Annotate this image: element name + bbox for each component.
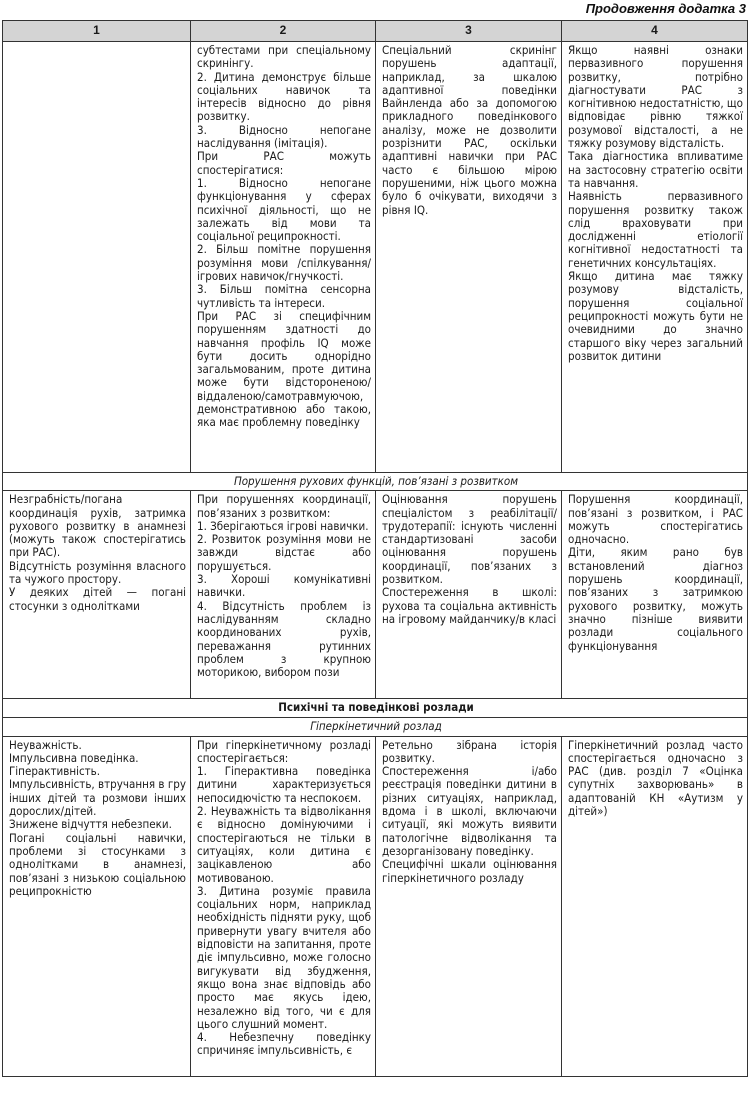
table-cell [562,736,748,1076]
cell-paragraph: Гіперкінетичний розлад часто спостерігається одночасно з РАС (див. розділ 7 «Оцінка супутніх захворювань» в адаптованій КН «Аутизм у дітей») [568,737,743,819]
cell-paragraph: 2. Більш помітне порушення розуміння мови /спілкування/ігрових навичок/гнучкості. [197,242,371,284]
cell-paragraph: 1. Гіперактивна поведінка дитини характеризується непосидючістю та неспокоєм. [197,764,371,805]
cell-paragraph: Якщо наявні ознаки первазивного порушення розвитку, потрібно діагностувати РАС з когнітивною недостатністю, що відповідає рівню тяжкої розумової відсталості, а не тяжку розумову відсталість. [568,43,743,151]
cell-paragraph: Оцінювання порушень спеціалістом з реабілітації/трудотерапії: існують численні стандартизовані засоби оцінювання порушень координації, пов’язаних з розвитком. [382,492,557,587]
table-cell [191,736,376,1076]
cell-paragraph: Діти, яким рано був встановлений діагноз порушень координації, пов’язаних з затримкою рухового розвитку, можуть значно пізніше виявити розлади соціального функціонування [568,545,743,653]
table-cell [376,491,562,699]
table-cell [562,42,748,473]
table-header-row [3,21,748,42]
table-cell [376,42,562,473]
cell-paragraph: Спостереження в школі: рухова та соціальна активність на ігровому майданчику/в класі [382,585,557,626]
column-header: 3 [376,21,562,42]
table-cell [3,491,191,699]
cell-paragraph: Наявність первазивного порушення розвитку також слід враховувати при дослідженні етіології когнітивної недостатності та генетичних консультаціях. [568,189,743,270]
cell-paragraph: 1. Відносно непогане функціонування у сферах психічної діяльності, що не залежать від мови та соціальної реципрокності. [197,175,371,244]
table-cell [191,491,376,699]
section-row [3,718,748,736]
cell-paragraph: При РАС зі специфічним порушенням здатності до навчання профіль IQ може бути досить однорідно загальмованим, проте дитина може бути відстороненою/віддаленою/самотравмуючою, демонстративною або такою, яка має проблемну поведінку [197,308,371,430]
running-head: Продовження додатка 3 [585,1,746,16]
cell-paragraph: Гіперактивність. [9,764,101,779]
cell-paragraph: Знижене відчуття небезпеки. [9,817,172,832]
table-cell [562,491,748,699]
cell-paragraph: 4. Небезпечну поведінку спричиняє імпульсивність, є [197,1030,371,1058]
cell-paragraph: Специфічні шкали оцінювання гіперкінетичного розладу [382,857,557,885]
cell-paragraph: 3. Дитина розуміє правила соціальних норм, наприклад необхідність підняти руку, щоб привернути увагу вчителя або відповісти на запитання, проте діє імпульсивно, може голосно вигукувати від збудження, якщо вона знає відповідь або просто має якусь ідею, незалежно від того, чи є для цього слушний момент. [197,883,371,1031]
cell-paragraph: Якщо дитина має тяжку розумову відсталість, порушення соціальної реципрокності можуть бути не очевидними до значно старшого віку через загальний розвиток дитини [568,269,743,363]
table-cell [376,736,562,1076]
cell-paragraph: 4. Відсутність проблем із наслідуванням складно координованих рухів, переважання рутинних проблем з крупною моторикою, вибором пози [197,598,371,680]
table-row [3,736,748,1076]
table-cell [3,42,191,473]
cell-paragraph: У деяких дітей — погані стосунки з однолітками [9,585,186,613]
cell-paragraph: 3. Хороші комунікативні навички. [197,572,371,600]
cell-paragraph: При гіперкінетичному розладі спостерігається: [197,737,371,765]
cell-paragraph: Імпульсивна поведінка. [9,750,139,765]
cell-paragraph: 2. Дитина демонструє більше соціальних навичок та інтересів відносно до рівня розвитку. [197,69,371,124]
cell-paragraph: Відсутність розуміння власного та чужого простору. [9,558,186,587]
cell-paragraph: 3. Відносно непогане наслідування (імітація). [197,122,371,151]
cell-paragraph: При порушеннях координації, пов’язаних з розвитком: [197,492,371,520]
column-header: 1 [3,21,191,42]
cell-paragraph: 2. Розвиток розуміння мови не завжди відстає або порушується. [197,532,371,573]
section-row [3,473,748,491]
cell-paragraph: Спостереження і/або реєстрація поведінки дитини в різних ситуаціях, наприклад, вдома і в школі, включаючи ситуації, які можуть виявити патологічне відволікання та дезорганізовану поведінку. [382,764,557,858]
cell-paragraph: субтестами при спеціальному скринінгу. [197,43,371,71]
cell-paragraph: Імпульсивність, втручання в гру інших дітей та розмови інших дорослих/дітей. [9,777,186,819]
cell-paragraph: Незграбність/погана координація рухів, затримка рухового розвитку в анамнезі (можуть також спостерігатись при РАС). [9,492,186,560]
table-cell [3,736,191,1076]
comparison-table [2,20,748,1077]
cell-paragraph: Ретельно зібрана історія розвитку. [382,737,557,765]
subsection-heading: Гіперкінетичний розлад [3,718,748,736]
cell-paragraph: 2. Неуважність та відволікання є відносно домінуючими і спостерігаються не тільки в ситуаціях, коли дитина є зацікавленою або мотивованою. [197,804,371,885]
cell-paragraph: Порушення координації, пов’язані з розвитком, і РАС можуть спостерігатись одночасно. [568,492,743,547]
cell-paragraph: Неуважність. [9,737,82,752]
cell-paragraph: Погані соціальні навички, проблеми зі стосунками з однолітками в анамнезі, пов’язані з низькою соціальною реципрокністю [9,830,186,898]
cell-paragraph: Спеціальний скринінг порушень адаптації, наприклад, за шкалою адаптивної поведінки Вайнленда або за допомогою прикладного поведінкового аналізу, може не дозволити розрізнити РАС, оскільки адаптивні навички при РАС часто є більшою мірою порушеними, ніж цього можна було б очікувати, виходячи з рівня IQ. [382,43,557,217]
cell-paragraph: Така діагностика впливатиме на застосовну стратегію освіти та навчання. [568,149,743,190]
table-row [3,491,748,699]
column-header: 2 [191,21,376,42]
cell-paragraph: 3. Більш помітна сенсорна чутливість та інтереси. [197,282,371,310]
column-header: 4 [562,21,748,42]
section-heading-bold: Психічні та поведінкові розлади [3,699,748,718]
table-row [3,42,748,473]
table-cell [191,42,376,473]
section-row [3,699,748,718]
cell-paragraph: При РАС можуть спостерігатися: [197,149,371,177]
cell-paragraph: 1. Зберігаються ігрові навички. [197,518,369,533]
section-heading: Порушення рухових функцій, пов’язані з розвитком [3,473,748,491]
